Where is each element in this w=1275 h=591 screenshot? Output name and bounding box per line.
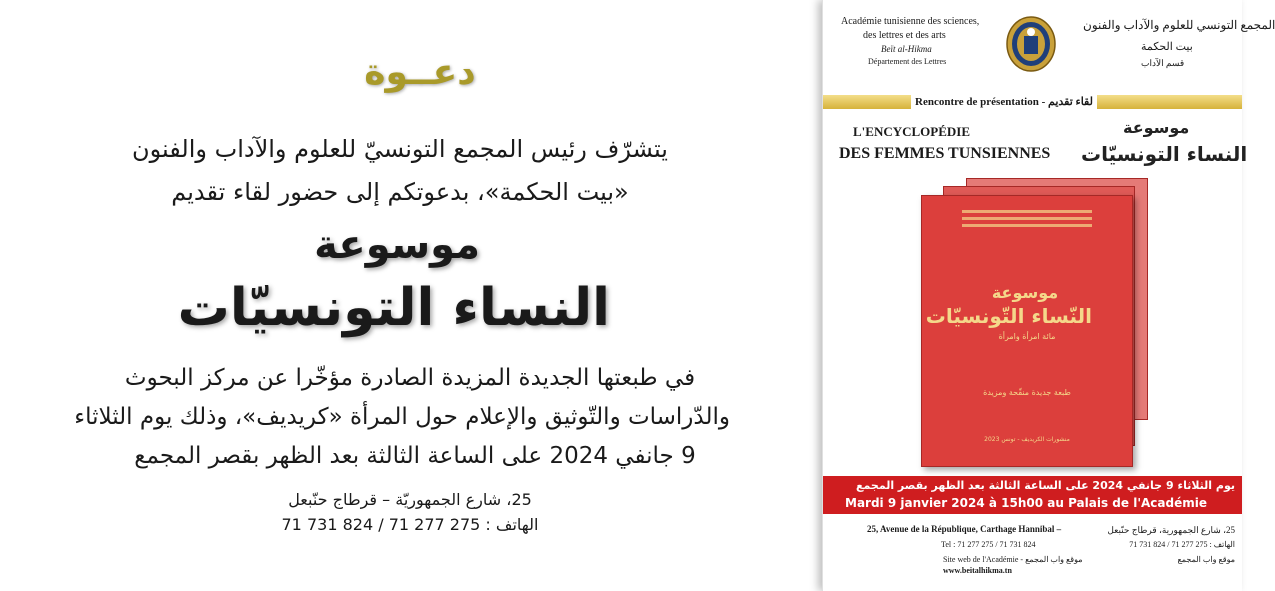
phone: الهاتف : 275 277 71 / 824 731 71 xyxy=(281,515,539,534)
academy-name-fr-2: des lettres et des arts xyxy=(863,30,946,41)
date-ar: يوم الثلاثاء 9 جانفي 2024 على الساعة الثالثة بعد الظهر بقصر المجمع xyxy=(856,479,1235,492)
academy-name-ar-1: المجمع التونسي للعلوم والآداب والفنون xyxy=(1083,18,1275,32)
cover-edition: طبعة جديدة منقّحة ومزيدة xyxy=(983,388,1071,397)
address: 25، شارع الجمهوريّة – قرطاج حنّبعل xyxy=(288,490,532,509)
invitation-title: دعــوة xyxy=(364,52,476,93)
cover-publisher: منشورات الكريديف - تونس 2023 xyxy=(984,436,1070,443)
website-url: www.beitalhikma.tn xyxy=(943,566,1012,575)
flyer-mawsua: موسوعة xyxy=(1123,118,1190,137)
intro-line-2: «بيت الحكمة»، بدعوتكم إلى حضور لقاء تقديم xyxy=(171,178,629,206)
website-label: Site web de l'Académie - موقع واب المجمع xyxy=(943,555,1083,564)
address-fr: 25, Avenue de la République, Carthage Hannibal – xyxy=(867,524,1062,534)
date-fr: Mardi 9 janvier 2024 à 15h00 au Palais de l'Académie xyxy=(845,496,1207,510)
tel-fr: Tel : 71 277 275 / 71 731 824 xyxy=(941,540,1036,549)
academy-name-fr-3: Beït al-Hikma xyxy=(881,44,932,54)
tel-ar: الهاتف : 275 277 71 / 824 731 71 xyxy=(1129,540,1235,549)
cover-title-2: النّساء التّونسيّات xyxy=(925,304,1092,328)
cover-subtitle: مائة امرأة وامرأة xyxy=(998,332,1056,341)
department-fr: Département des Lettres xyxy=(868,57,947,66)
details-line-3: 9 جانفي 2024 على الساعة الثالثة بعد الظهر بقصر المجمع xyxy=(134,443,696,469)
cover-title-1: موسوعة xyxy=(991,283,1059,302)
academy-emblem-icon xyxy=(1006,16,1056,72)
encyclopedie-title-1: L'ENCYCLOPÉDIE xyxy=(853,124,971,139)
rencontre-label: Rencontre de présentation - لقاء تقديم xyxy=(911,94,1097,110)
intro-line-1: يتشرّف رئيس المجمع التونسيّ للعلوم والآداب والفنون xyxy=(132,135,668,163)
flyer-nisa: النساء التونسيّات xyxy=(1081,142,1248,166)
website-ar: موقع واب المجمع xyxy=(1177,555,1235,564)
event-flyer xyxy=(822,0,1275,591)
academy-name-fr-1: Académie tunisienne des sciences, xyxy=(841,16,980,27)
book-title-line-2: النساء التونسيّات xyxy=(177,278,610,338)
details-line-2: والدّراسات والتّوثيق والإعلام حول المرأة «كريديف»، وذلك يوم الثلاثاء xyxy=(74,404,730,430)
encyclopedie-title-2: DES FEMMES TUNSIENNES xyxy=(839,145,1051,162)
department-ar: قسم الآداب xyxy=(1141,58,1185,68)
details-line-1: في طبعتها الجديدة المزيدة الصادرة مؤخّرا عن مركز البحوث xyxy=(124,365,696,391)
academy-name-ar-2: بيت الحكمة xyxy=(1141,41,1193,53)
cover-header-lines xyxy=(942,206,1112,234)
book-title-line-1: موسوعة xyxy=(314,222,480,268)
address-ar: 25، شارع الجمهورية، قرطاج حنّبعل xyxy=(1107,525,1235,535)
book-cover xyxy=(921,195,1133,467)
